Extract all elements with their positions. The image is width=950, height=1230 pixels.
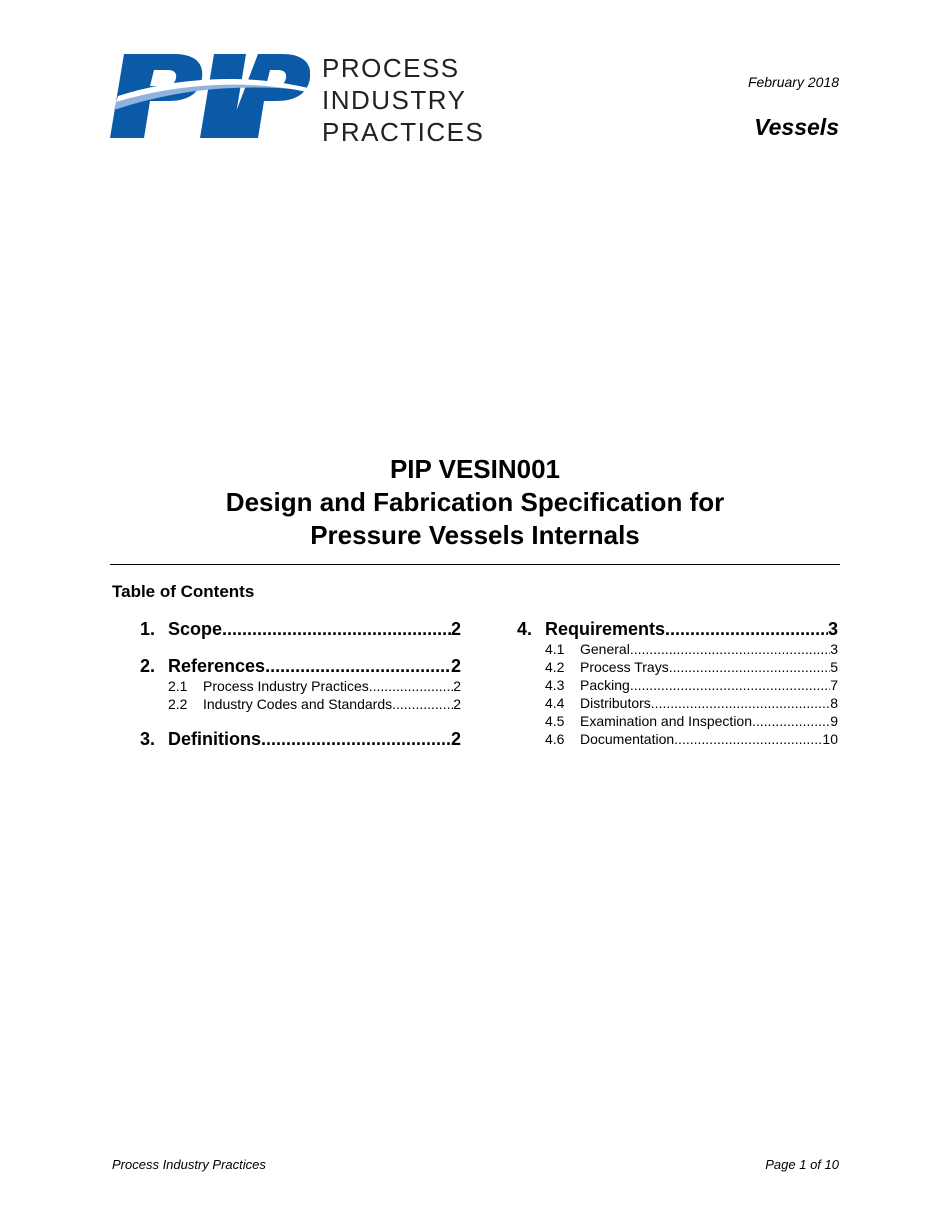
toc-subentry-page: 9 <box>830 713 838 729</box>
header-date: February 2018 <box>747 74 839 90</box>
toc-subentry-page: 3 <box>830 641 838 657</box>
toc-dot-leader <box>392 695 453 713</box>
toc-dot-leader <box>674 730 822 748</box>
toc-subentry-4-3[interactable] <box>517 676 838 694</box>
toc-subentry-number: 4.1 <box>545 641 565 657</box>
toc-subentry-number: 4.6 <box>545 731 565 747</box>
toc-subentry-page: 7 <box>830 677 838 693</box>
toc-entry-page: 2 <box>450 656 461 676</box>
toc-subentry-number: 4.2 <box>545 659 565 675</box>
toc-subentry-4-4[interactable] <box>517 694 838 712</box>
toc-entry-number: 3. <box>140 729 156 749</box>
pip-logo-mark <box>110 52 310 142</box>
toc-subentry-4-1[interactable] <box>517 640 838 658</box>
toc-entry-scope[interactable] <box>140 618 461 640</box>
toc-dot-leader <box>222 618 451 640</box>
toc-subentry-page: 8 <box>830 695 838 711</box>
title-line-2: Design and Fabrication Specification for <box>225 487 725 517</box>
toc-subentry-number: 2.2 <box>168 696 188 712</box>
toc-right-column <box>517 618 838 748</box>
toc-subentry-4-2[interactable] <box>517 658 838 676</box>
toc-subentry-label: Industry Codes and Standards <box>203 696 393 712</box>
toc-subentry-label: General <box>580 641 630 657</box>
toc-subentry-label: Examination and Inspection <box>580 713 752 729</box>
toc-subentry-number: 4.4 <box>545 695 565 711</box>
toc-heading: Table of Contents <box>112 582 255 601</box>
toc-entry-definitions[interactable] <box>140 728 461 750</box>
toc-entry-page: 2 <box>450 729 461 749</box>
toc-dot-leader <box>651 694 830 712</box>
toc-subentry-number: 4.3 <box>545 677 565 693</box>
logo-wordmark <box>322 52 484 148</box>
title-line-3: Pressure Vessels Internals <box>310 520 640 550</box>
toc-dot-leader <box>669 658 831 676</box>
toc-dot-leader <box>630 640 830 658</box>
logo-line-industry: INDUSTRY <box>322 85 467 115</box>
footer-organization: Process Industry Practices <box>112 1157 266 1172</box>
toc-subentry-2-1[interactable] <box>140 677 461 695</box>
toc-dot-leader <box>265 655 451 677</box>
toc-left-column <box>140 618 461 750</box>
toc-entry-label: Scope <box>168 619 223 639</box>
toc-dot-leader <box>261 728 451 750</box>
header-category: Vessels <box>754 114 839 140</box>
logo-line-practices: PRACTICES <box>322 117 485 147</box>
toc-entry-page: 2 <box>450 619 461 639</box>
toc-subentry-label: Distributors <box>580 695 651 711</box>
toc-entry-number: 4. <box>517 619 533 639</box>
toc-entry-number: 2. <box>140 656 156 676</box>
toc-subentry-4-5[interactable] <box>517 712 838 730</box>
footer-page-number: Page 1 of 10 <box>765 1157 839 1172</box>
toc-entry-page: 3 <box>827 619 838 639</box>
toc-entry-label: Requirements <box>545 619 666 639</box>
title-divider <box>110 564 840 565</box>
logo-line-process: PROCESS <box>322 53 460 83</box>
toc-subentry-page: 2 <box>453 696 461 712</box>
toc-entry-label: References <box>168 656 266 676</box>
toc-subentry-label: Packing <box>580 677 630 693</box>
toc-dot-leader <box>369 677 453 695</box>
toc-entry-label: Definitions <box>168 729 261 749</box>
toc-subentry-number: 2.1 <box>168 678 188 694</box>
toc-subentry-page: 2 <box>453 678 461 694</box>
toc-dot-leader <box>752 712 830 730</box>
title-line-1: PIP VESIN001 <box>389 454 561 484</box>
pip-logo <box>110 52 490 147</box>
toc-dot-leader <box>665 618 828 640</box>
toc-subentry-4-6[interactable] <box>517 730 838 748</box>
toc-entry-number: 1. <box>140 619 156 639</box>
document-title <box>0 453 950 552</box>
toc-subentry-2-2[interactable] <box>140 695 461 713</box>
toc-entry-references[interactable] <box>140 655 461 677</box>
toc-dot-leader <box>630 676 830 694</box>
toc-entry-requirements[interactable] <box>517 618 838 640</box>
toc-subentry-label: Documentation <box>580 731 675 747</box>
toc-subentry-label: Process Trays <box>580 659 669 675</box>
toc-subentry-page: 5 <box>830 659 838 675</box>
toc-subentry-page: 10 <box>822 731 838 747</box>
toc-subentry-label: Process Industry Practices <box>203 678 369 694</box>
toc-subentry-number: 4.5 <box>545 713 565 729</box>
